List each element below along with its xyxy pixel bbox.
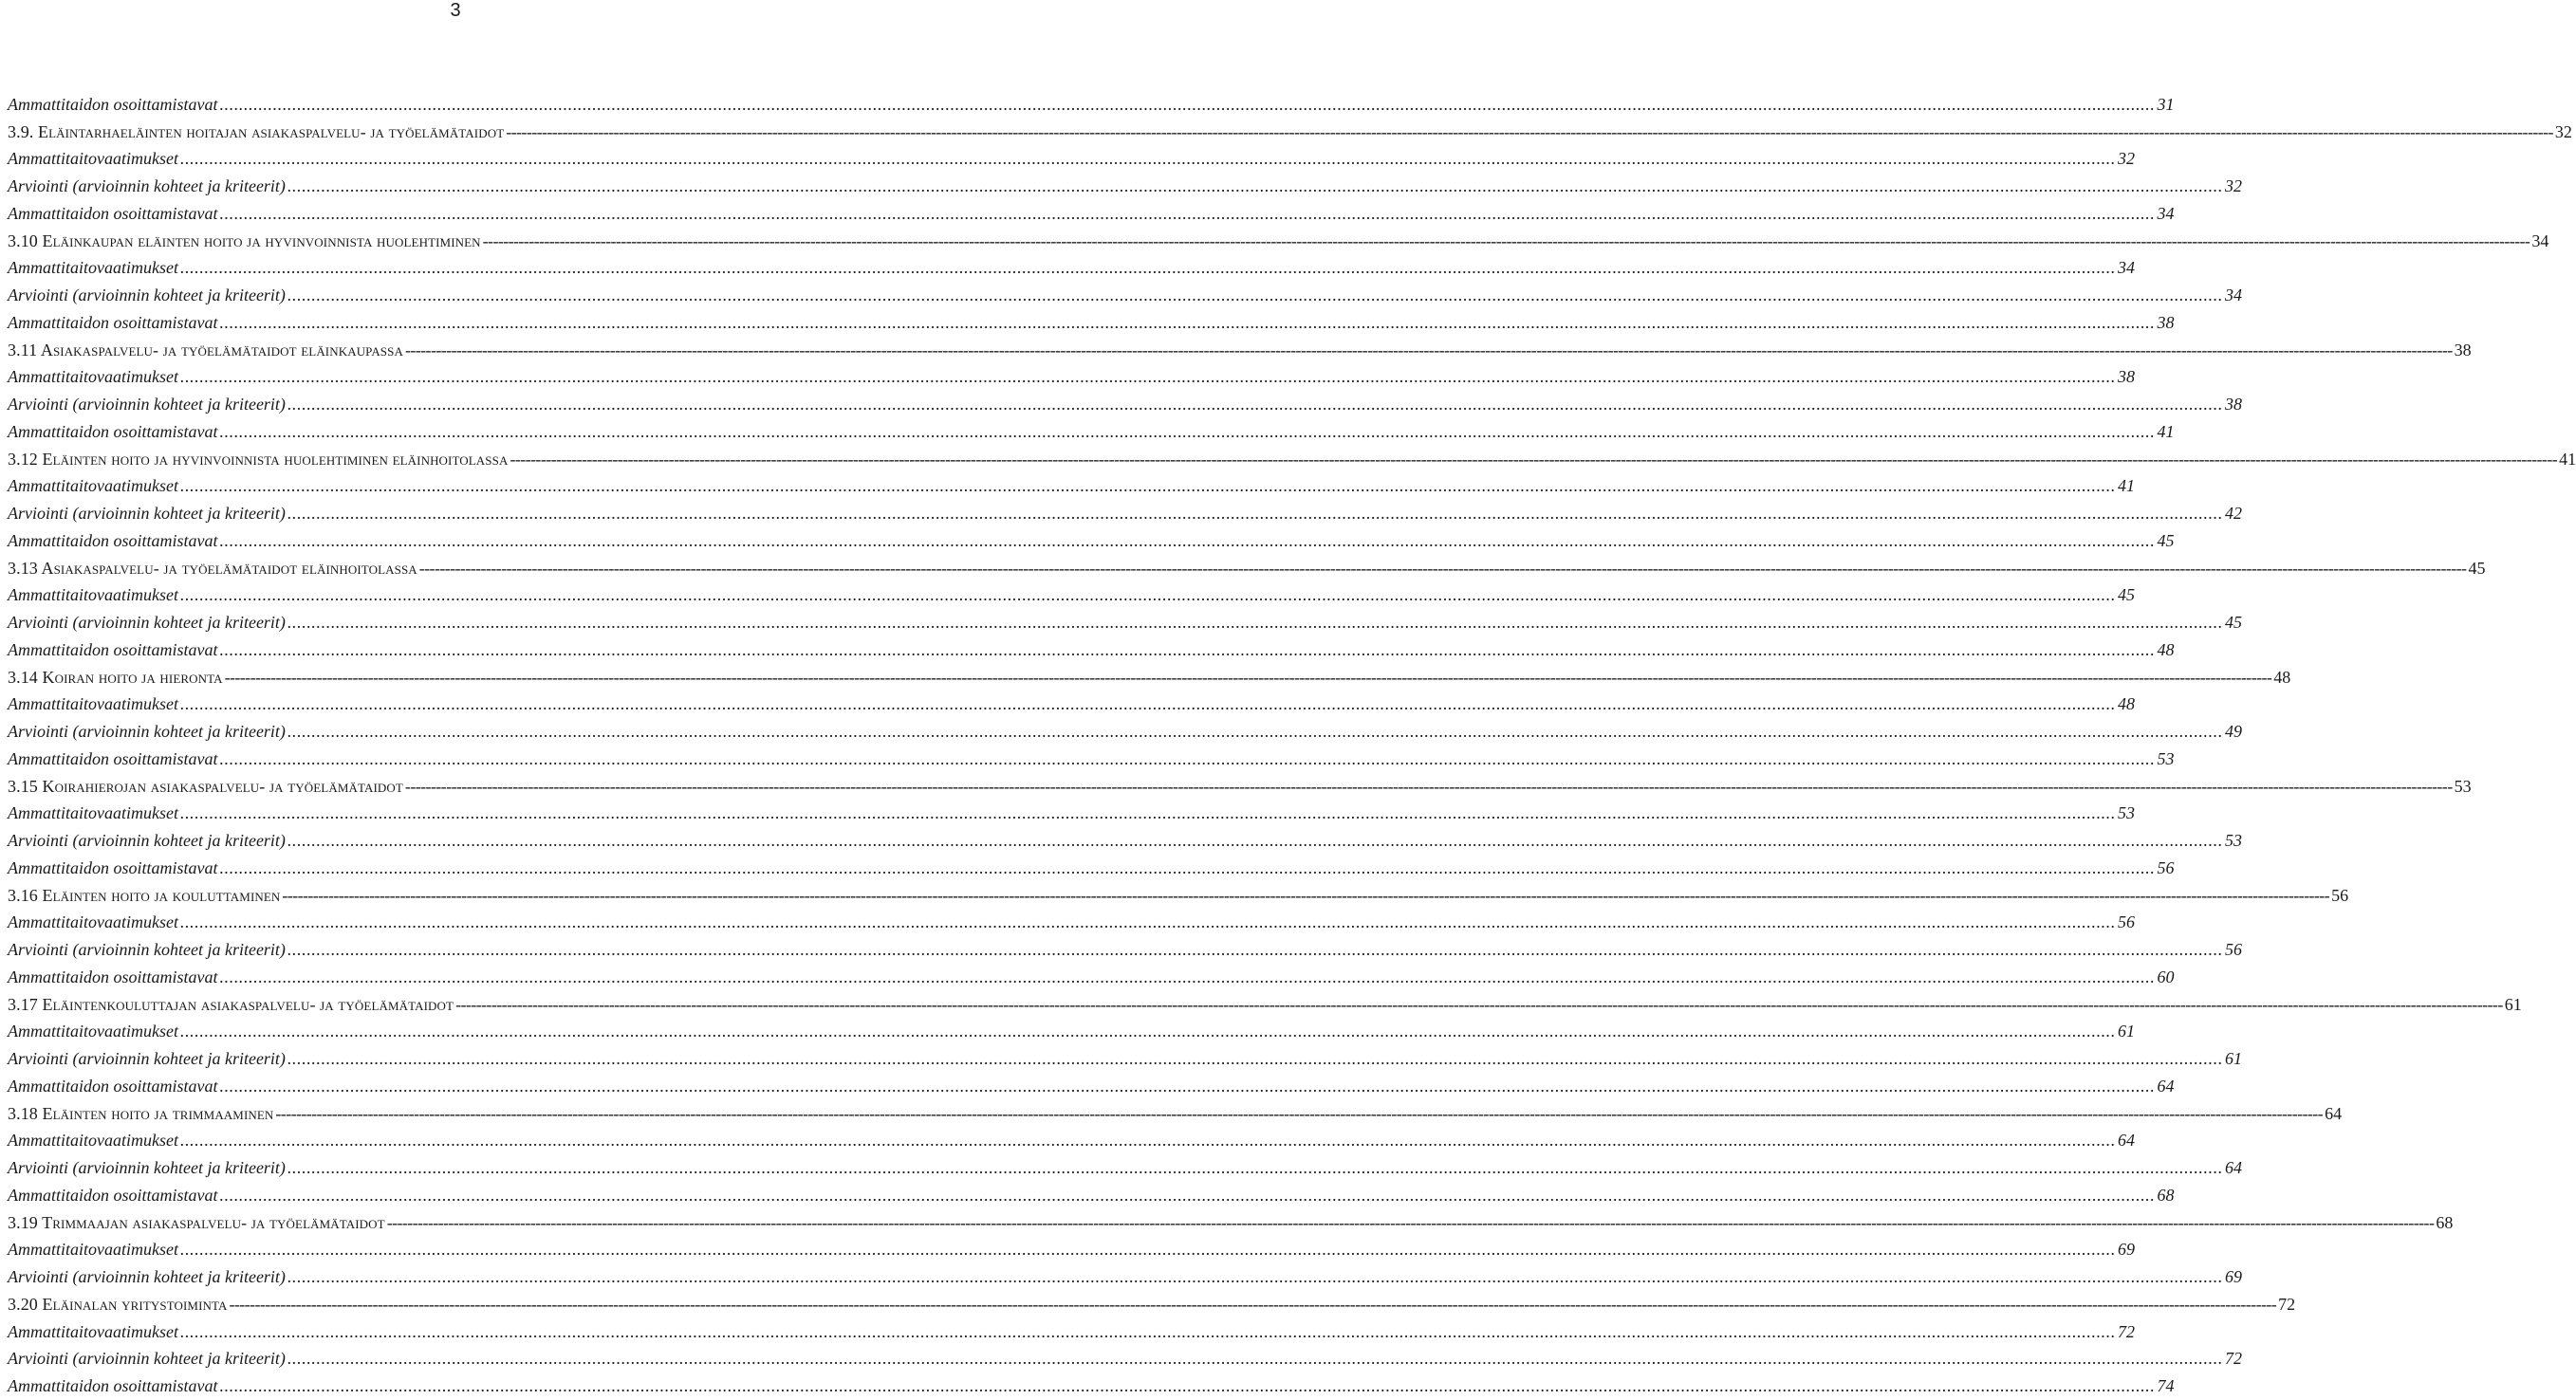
toc-leader: ................................................................................................................................................................................................................................................................................................................................................................................................................ xyxy=(287,1158,2223,1178)
toc-entry-title: Arviointi (arvioinnin kohteet ja kriteerit) xyxy=(8,395,286,414)
toc-section-entry[interactable] xyxy=(8,1100,2343,1128)
toc-subsection-entry[interactable] xyxy=(8,255,2135,283)
toc-entry-page-number: 69 xyxy=(2117,1240,2135,1260)
toc-leader: ................................................................................................................................................................................................................................................................................................................................................................................................................ xyxy=(287,395,2223,414)
toc-entry-page-number: 38 xyxy=(2117,367,2135,387)
toc-entry-title: Arviointi (arvioinnin kohteet ja kriteerit) xyxy=(8,613,286,633)
toc-entry-title: 3.11 Asiakaspalvelu- ja työelämätaidot eläinkaupassa xyxy=(8,340,403,359)
toc-entry-title: Arviointi (arvioinnin kohteet ja kriteerit) xyxy=(8,1349,286,1369)
toc-entry-title: Ammattitaitovaatimukset xyxy=(8,912,178,932)
toc-leader: ................................................................................................................................................................................................................................................................................................................................................................................................................ xyxy=(219,639,2156,659)
toc-entry-title: Ammattitaitovaatimukset xyxy=(8,694,178,714)
toc-section-entry[interactable] xyxy=(8,882,2349,910)
toc-entry-page-number: 64 xyxy=(2224,1158,2242,1178)
toc-leader: ................................................................................................................................................................................................................................................................................................................................................................................................................ xyxy=(179,367,2116,387)
toc-leader: ---------------------------------------------------------------------------------------------------------------------------------------------------------------------------------------------------------------------------------------------------------------------------------------------------------------------------------------------------------------------------------------------------------------- xyxy=(418,558,2467,578)
toc-entry-title: Ammattitaitovaatimukset xyxy=(8,149,178,169)
toc-section-entry[interactable] xyxy=(8,664,2291,691)
toc-leader: ................................................................................................................................................................................................................................................................................................................................................................................................................ xyxy=(219,967,2156,986)
toc-entry-page-number: 42 xyxy=(2224,504,2242,524)
toc-leader: ---------------------------------------------------------------------------------------------------------------------------------------------------------------------------------------------------------------------------------------------------------------------------------------------------------------------------------------------------------------------------------------------------------------- xyxy=(229,1294,2277,1314)
toc-entry-page-number: 56 xyxy=(2331,885,2349,905)
toc-entry-title: Arviointi (arvioinnin kohteet ja kriteerit) xyxy=(8,176,286,196)
toc-subsection-entry[interactable] xyxy=(8,801,2135,828)
toc-section-entry[interactable] xyxy=(8,991,2522,1019)
toc-entry-page-number: 45 xyxy=(2468,558,2486,578)
toc-entry-title: Ammattitaidon osoittamistavat xyxy=(8,857,218,877)
toc-subsection-entry[interactable] xyxy=(8,855,2175,882)
toc-leader: ................................................................................................................................................................................................................................................................................................................................................................................................................ xyxy=(179,258,2116,278)
toc-entry-title: Ammattitaidon osoittamistavat xyxy=(8,203,218,223)
toc-entry-title: 3.16 Eläinten hoito ja kouluttaminen xyxy=(8,885,281,905)
toc-subsection-entry[interactable] xyxy=(8,936,2242,964)
toc-entry-page-number: 53 xyxy=(2117,803,2135,823)
toc-entry-title: Ammattitaitovaatimukset xyxy=(8,803,178,823)
toc-section-entry[interactable] xyxy=(8,228,2549,255)
toc-leader: ................................................................................................................................................................................................................................................................................................................................................................................................................ xyxy=(179,694,2116,714)
toc-subsection-entry[interactable] xyxy=(8,309,2175,337)
toc-leader: ---------------------------------------------------------------------------------------------------------------------------------------------------------------------------------------------------------------------------------------------------------------------------------------------------------------------------------------------------------------------------------------------------------------- xyxy=(404,776,2453,796)
toc-entry-page-number: 64 xyxy=(2157,1076,2175,1096)
toc-subsection-entry[interactable] xyxy=(8,200,2175,228)
toc-entry-title: Ammattitaitovaatimukset xyxy=(8,1022,178,1041)
toc-subsection-entry[interactable] xyxy=(8,964,2175,991)
toc-entry-title: Ammattitaidon osoittamistavat xyxy=(8,421,218,441)
toc-leader: ................................................................................................................................................................................................................................................................................................................................................................................................................ xyxy=(179,585,2116,605)
toc-subsection-entry[interactable] xyxy=(8,1263,2242,1291)
toc-leader: ---------------------------------------------------------------------------------------------------------------------------------------------------------------------------------------------------------------------------------------------------------------------------------------------------------------------------------------------------------------------------------------------------------------- xyxy=(282,885,2330,905)
toc-leader: ---------------------------------------------------------------------------------------------------------------------------------------------------------------------------------------------------------------------------------------------------------------------------------------------------------------------------------------------------------------------------------------------------------------- xyxy=(506,121,2553,141)
toc-entry-title: Ammattitaitovaatimukset xyxy=(8,367,178,387)
toc-leader: ................................................................................................................................................................................................................................................................................................................................................................................................................ xyxy=(287,1267,2223,1287)
toc-leader: ---------------------------------------------------------------------------------------------------------------------------------------------------------------------------------------------------------------------------------------------------------------------------------------------------------------------------------------------------------------------------------------------------------------- xyxy=(482,230,2530,250)
toc-entry-title: 3.9. Eläintarhaeläinten hoitajan asiakaspalvelu- ja työelämätaidot xyxy=(8,121,505,141)
toc-leader: ................................................................................................................................................................................................................................................................................................................................................................................................................ xyxy=(219,857,2156,877)
toc-entry-page-number: 53 xyxy=(2157,748,2175,768)
toc-subsection-entry[interactable] xyxy=(8,527,2175,555)
toc-entry-page-number: 32 xyxy=(2117,149,2135,169)
toc-section-entry[interactable] xyxy=(8,119,2572,146)
toc-entry-title: Arviointi (arvioinnin kohteet ja kriteerit) xyxy=(8,1049,286,1069)
toc-entry-title: Arviointi (arvioinnin kohteet ja kriteerit) xyxy=(8,1158,286,1178)
toc-subsection-entry[interactable] xyxy=(8,609,2242,636)
toc-entry-page-number: 45 xyxy=(2157,530,2175,550)
toc-entry-page-number: 45 xyxy=(2117,585,2135,605)
toc-leader: ................................................................................................................................................................................................................................................................................................................................................................................................................ xyxy=(219,530,2156,550)
toc-subsection-entry[interactable] xyxy=(8,1318,2135,1346)
toc-entry-title: Arviointi (arvioinnin kohteet ja kriteerit) xyxy=(8,1267,286,1287)
toc-leader: ---------------------------------------------------------------------------------------------------------------------------------------------------------------------------------------------------------------------------------------------------------------------------------------------------------------------------------------------------------------------------------------------------------------- xyxy=(386,1212,2435,1232)
toc-entry-page-number: 34 xyxy=(2224,286,2242,305)
toc-entry-page-number: 32 xyxy=(2554,121,2572,141)
toc-leader: ................................................................................................................................................................................................................................................................................................................................................................................................................ xyxy=(219,1076,2156,1096)
toc-leader: ................................................................................................................................................................................................................................................................................................................................................................................................................ xyxy=(219,1185,2156,1205)
toc-subsection-entry[interactable] xyxy=(8,391,2242,418)
table-of-contents xyxy=(8,91,2576,1400)
toc-entry-page-number: 64 xyxy=(2117,1131,2135,1151)
toc-subsection-entry[interactable] xyxy=(8,1128,2135,1155)
toc-entry-title: Ammattitaitovaatimukset xyxy=(8,1240,178,1260)
toc-entry-title: Ammattitaidon osoittamistavat xyxy=(8,530,218,550)
toc-entry-page-number: 48 xyxy=(2157,639,2175,659)
toc-entry-title: 3.18 Eläinten hoito ja trimmaaminen xyxy=(8,1103,274,1123)
toc-section-entry[interactable] xyxy=(8,337,2472,364)
toc-subsection-entry[interactable] xyxy=(8,473,2135,501)
toc-leader: ................................................................................................................................................................................................................................................................................................................................................................................................................ xyxy=(179,803,2116,823)
toc-subsection-entry[interactable] xyxy=(8,582,2135,610)
toc-entry-title: 3.19 Trimmaajan asiakaspalvelu- ja työelämätaidot xyxy=(8,1212,385,1232)
toc-entry-page-number: 45 xyxy=(2224,613,2242,633)
toc-subsection-entry[interactable] xyxy=(8,1045,2242,1073)
toc-entry-page-number: 61 xyxy=(2117,1022,2135,1041)
toc-entry-page-number: 31 xyxy=(2157,94,2175,114)
toc-entry-page-number: 72 xyxy=(2117,1321,2135,1341)
toc-entry-title: Arviointi (arvioinnin kohteet ja kriteerit) xyxy=(8,831,286,851)
toc-entry-page-number: 53 xyxy=(2454,776,2472,796)
toc-entry-title: 3.13 Asiakaspalvelu- ja työelämätaidot eläinhoitolassa xyxy=(8,558,417,578)
toc-entry-title: Ammattitaidon osoittamistavat xyxy=(8,748,218,768)
toc-section-entry[interactable] xyxy=(8,446,2576,473)
toc-subsection-entry[interactable] xyxy=(8,1182,2175,1209)
toc-entry-page-number: 34 xyxy=(2531,230,2549,250)
toc-leader: ................................................................................................................................................................................................................................................................................................................................................................................................................ xyxy=(287,722,2223,742)
toc-leader: ................................................................................................................................................................................................................................................................................................................................................................................................................ xyxy=(179,1022,2116,1041)
toc-leader: ................................................................................................................................................................................................................................................................................................................................................................................................................ xyxy=(219,1376,2156,1396)
toc-entry-title: Ammattitaidon osoittamistavat xyxy=(8,1376,218,1396)
toc-entry-title: Ammattitaitovaatimukset xyxy=(8,258,178,278)
toc-entry-page-number: 60 xyxy=(2157,967,2175,986)
toc-entry-page-number: 48 xyxy=(2273,667,2291,687)
toc-leader: ................................................................................................................................................................................................................................................................................................................................................................................................................ xyxy=(219,94,2156,114)
toc-leader: ---------------------------------------------------------------------------------------------------------------------------------------------------------------------------------------------------------------------------------------------------------------------------------------------------------------------------------------------------------------------------------------------------------------- xyxy=(510,449,2558,469)
toc-entry-page-number: 64 xyxy=(2325,1103,2343,1123)
toc-leader: ................................................................................................................................................................................................................................................................................................................................................................................................................ xyxy=(179,1321,2116,1341)
toc-entry-page-number: 69 xyxy=(2224,1267,2242,1287)
toc-entry-title: 3.14 Koiran hoito ja hieronta xyxy=(8,667,223,687)
toc-entry-page-number: 34 xyxy=(2117,258,2135,278)
toc-leader: ---------------------------------------------------------------------------------------------------------------------------------------------------------------------------------------------------------------------------------------------------------------------------------------------------------------------------------------------------------------------------------------------------------------- xyxy=(275,1103,2324,1123)
toc-entry-title: 3.10 Eläinkaupan eläinten hoito ja hyvinvoinnista huolehtiminen xyxy=(8,230,481,250)
toc-entry-page-number: 61 xyxy=(2504,994,2522,1014)
toc-section-entry[interactable] xyxy=(8,555,2486,582)
toc-leader: ---------------------------------------------------------------------------------------------------------------------------------------------------------------------------------------------------------------------------------------------------------------------------------------------------------------------------------------------------------------------------------------------------------------- xyxy=(404,340,2453,359)
toc-entry-title: Ammattitaidon osoittamistavat xyxy=(8,94,218,114)
toc-leader: ................................................................................................................................................................................................................................................................................................................................................................................................................ xyxy=(179,149,2116,169)
toc-entry-title: Ammattitaitovaatimukset xyxy=(8,1131,178,1151)
toc-subsection-entry[interactable] xyxy=(8,1346,2242,1373)
toc-subsection-entry[interactable] xyxy=(8,718,2242,746)
toc-entry-page-number: 72 xyxy=(2224,1349,2242,1369)
toc-section-entry[interactable] xyxy=(8,773,2472,801)
toc-leader: ................................................................................................................................................................................................................................................................................................................................................................................................................ xyxy=(287,1349,2223,1369)
toc-subsection-entry[interactable] xyxy=(8,1237,2135,1264)
toc-entry-page-number: 56 xyxy=(2157,857,2175,877)
toc-leader: ................................................................................................................................................................................................................................................................................................................................................................................................................ xyxy=(287,831,2223,851)
toc-entry-title: Arviointi (arvioinnin kohteet ja kriteerit) xyxy=(8,722,286,742)
toc-leader: ................................................................................................................................................................................................................................................................................................................................................................................................................ xyxy=(179,912,2116,932)
page-number: 3 xyxy=(450,0,461,21)
toc-entry-title: 3.20 Eläinalan yritystoiminta xyxy=(8,1294,228,1314)
toc-entry-page-number: 38 xyxy=(2224,395,2242,414)
toc-entry-page-number: 61 xyxy=(2224,1049,2242,1069)
toc-leader: ................................................................................................................................................................................................................................................................................................................................................................................................................ xyxy=(287,1049,2223,1069)
toc-leader: ................................................................................................................................................................................................................................................................................................................................................................................................................ xyxy=(219,312,2156,332)
toc-subsection-entry[interactable] xyxy=(8,691,2135,719)
toc-entry-title: Arviointi (arvioinnin kohteet ja kriteerit) xyxy=(8,940,286,960)
toc-entry-title: 3.15 Koirahierojan asiakaspalvelu- ja työelämätaidot xyxy=(8,776,403,796)
toc-subsection-entry[interactable] xyxy=(8,827,2242,855)
toc-entry-title: Arviointi (arvioinnin kohteet ja kriteerit) xyxy=(8,286,286,305)
toc-entry-page-number: 41 xyxy=(2559,449,2576,469)
toc-leader: ................................................................................................................................................................................................................................................................................................................................................................................................................ xyxy=(287,613,2223,633)
toc-entry-title: Ammattitaidon osoittamistavat xyxy=(8,1185,218,1205)
toc-entry-page-number: 68 xyxy=(2157,1185,2175,1205)
toc-entry-title: Ammattitaitovaatimukset xyxy=(8,585,178,605)
toc-subsection-entry[interactable] xyxy=(8,1154,2242,1182)
toc-entry-page-number: 56 xyxy=(2224,940,2242,960)
toc-section-entry[interactable] xyxy=(8,1291,2296,1318)
toc-subsection-entry[interactable] xyxy=(8,146,2135,174)
toc-section-entry[interactable] xyxy=(8,1209,2454,1237)
toc-entry-page-number: 34 xyxy=(2157,203,2175,223)
toc-subsection-entry[interactable] xyxy=(8,1073,2175,1100)
toc-entry-page-number: 32 xyxy=(2224,176,2242,196)
toc-subsection-entry[interactable] xyxy=(8,364,2135,392)
toc-subsection-entry[interactable] xyxy=(8,746,2175,773)
toc-entry-title: 3.17 Eläintenkouluttajan asiakaspalvelu- ja työelämätaidot xyxy=(8,994,454,1014)
toc-entry-title: Ammattitaidon osoittamistavat xyxy=(8,312,218,332)
toc-entry-page-number: 68 xyxy=(2436,1212,2454,1232)
toc-entry-title: Ammattitaidon osoittamistavat xyxy=(8,639,218,659)
toc-entry-page-number: 72 xyxy=(2278,1294,2296,1314)
toc-entry-page-number: 56 xyxy=(2117,912,2135,932)
toc-entry-title: Ammattitaidon osoittamistavat xyxy=(8,967,218,986)
toc-subsection-entry[interactable] xyxy=(8,91,2175,119)
toc-subsection-entry[interactable] xyxy=(8,910,2135,937)
toc-entry-page-number: 49 xyxy=(2224,722,2242,742)
toc-entry-title: Ammattitaitovaatimukset xyxy=(8,476,178,496)
toc-subsection-entry[interactable] xyxy=(8,173,2242,200)
toc-entry-page-number: 41 xyxy=(2157,421,2175,441)
toc-leader: ................................................................................................................................................................................................................................................................................................................................................................................................................ xyxy=(179,476,2116,496)
toc-leader: ................................................................................................................................................................................................................................................................................................................................................................................................................ xyxy=(287,176,2223,196)
toc-subsection-entry[interactable] xyxy=(8,636,2175,664)
toc-leader: ................................................................................................................................................................................................................................................................................................................................................................................................................ xyxy=(219,748,2156,768)
toc-leader: ---------------------------------------------------------------------------------------------------------------------------------------------------------------------------------------------------------------------------------------------------------------------------------------------------------------------------------------------------------------------------------------------------------------- xyxy=(455,994,2503,1014)
toc-leader: ................................................................................................................................................................................................................................................................................................................................................................................................................ xyxy=(287,504,2223,524)
toc-leader: ................................................................................................................................................................................................................................................................................................................................................................................................................ xyxy=(219,421,2156,441)
toc-leader: ---------------------------------------------------------------------------------------------------------------------------------------------------------------------------------------------------------------------------------------------------------------------------------------------------------------------------------------------------------------------------------------------------------------- xyxy=(224,667,2272,687)
toc-entry-page-number: 53 xyxy=(2224,831,2242,851)
toc-entry-page-number: 41 xyxy=(2117,476,2135,496)
toc-subsection-entry[interactable] xyxy=(8,500,2242,527)
toc-leader: ................................................................................................................................................................................................................................................................................................................................................................................................................ xyxy=(179,1131,2116,1151)
toc-subsection-entry[interactable] xyxy=(8,418,2175,446)
toc-entry-page-number: 38 xyxy=(2454,340,2472,359)
toc-leader: ................................................................................................................................................................................................................................................................................................................................................................................................................ xyxy=(287,286,2223,305)
toc-leader: ................................................................................................................................................................................................................................................................................................................................................................................................................ xyxy=(219,203,2156,223)
toc-entry-page-number: 38 xyxy=(2157,312,2175,332)
toc-leader: ................................................................................................................................................................................................................................................................................................................................................................................................................ xyxy=(179,1240,2116,1260)
toc-entry-title: Ammattitaidon osoittamistavat xyxy=(8,1076,218,1096)
toc-entry-title: Ammattitaitovaatimukset xyxy=(8,1321,178,1341)
toc-leader: ................................................................................................................................................................................................................................................................................................................................................................................................................ xyxy=(287,940,2223,960)
toc-subsection-entry[interactable] xyxy=(8,1019,2135,1046)
toc-subsection-entry[interactable] xyxy=(8,1372,2175,1400)
toc-subsection-entry[interactable] xyxy=(8,282,2242,309)
toc-entry-title: Arviointi (arvioinnin kohteet ja kriteerit) xyxy=(8,504,286,524)
toc-entry-page-number: 48 xyxy=(2117,694,2135,714)
toc-entry-title: 3.12 Eläinten hoito ja hyvinvoinnista huolehtiminen eläinhoitolassa xyxy=(8,449,509,469)
toc-entry-page-number: 74 xyxy=(2157,1376,2175,1396)
